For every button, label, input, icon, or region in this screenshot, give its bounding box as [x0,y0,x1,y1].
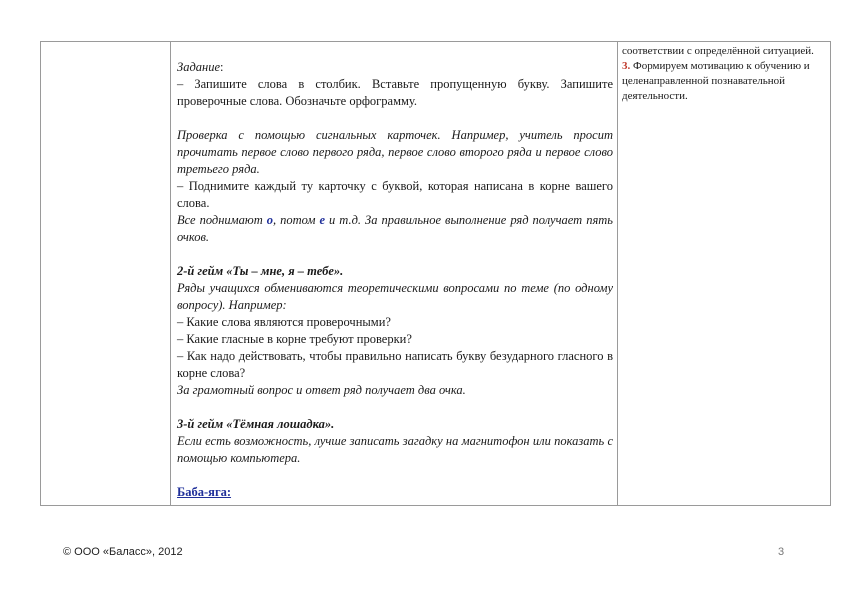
page-number: 3 [778,546,785,558]
check-instruction: – Поднимите каждый ту карточку с буквой, которая написана в корне вашего слова. [177,179,613,210]
baba-yaga-link[interactable]: Баба-яга: [177,485,232,499]
table-column-content [171,42,618,505]
check-scoring [177,212,613,246]
game2-scoring: За грамотный вопрос и ответ ряд получает два очка. [177,383,466,397]
game2-question-3: – Как надо действовать, чтобы правильно написать букву безударного гласного в корне слова? [177,349,613,380]
baba-yaga-heading [177,484,613,501]
letter-e: е [319,213,325,227]
table-column-goals [618,42,830,505]
check-scoring-c: и т.д. За правильное выполнение ряд получает пять очков. [177,213,613,244]
check-intro: Проверка с помощью сигнальных карточек. Например, учитель просит прочитать первое слово первого ряда, первое слово второго ряда и первое слово третьего ряда. [177,128,613,176]
game3-title: 3-й гейм «Тёмная лошадка». [177,417,335,431]
game3-text: Если есть возможность, лучше записать загадку на магнитофон или показать с помощью компьютера. [177,434,613,465]
task-text: – Запишите слова в столбик. Вставьте пропущенную букву. Запишите проверочные слова. Обозначьте орфограмму. [177,77,613,108]
copyright-footer: © ООО «Баласс», 2012 [63,546,183,558]
game2-intro: Ряды учащихся обмениваются теоретическими вопросами по теме (по одному вопросу). Например: [177,281,613,312]
goal-text: Формируем мотивацию к обучению и целенаправленной познавательной деятельности. [622,60,810,102]
table-column-stage [41,42,171,505]
goal-item-3 [622,59,826,104]
task-paragraph [177,59,613,110]
check-scoring-a: Все поднимают [177,213,267,227]
game2-question-1: – Какие слова являются проверочными? [177,315,391,329]
goal-number: 3. [622,60,631,72]
goal-line-1: соответствии с определённой ситуацией. [622,45,814,57]
check-scoring-b: , потом [273,213,320,227]
game2-question-2: – Какие гласные в корне требуют проверки? [177,332,412,346]
game2-title: 2-й гейм «Ты – мне, я – тебе». [177,264,344,278]
lesson-table [40,41,831,506]
task-label: Задание [177,60,221,74]
task-label-colon: : [220,60,224,74]
letter-o: о [266,213,274,227]
